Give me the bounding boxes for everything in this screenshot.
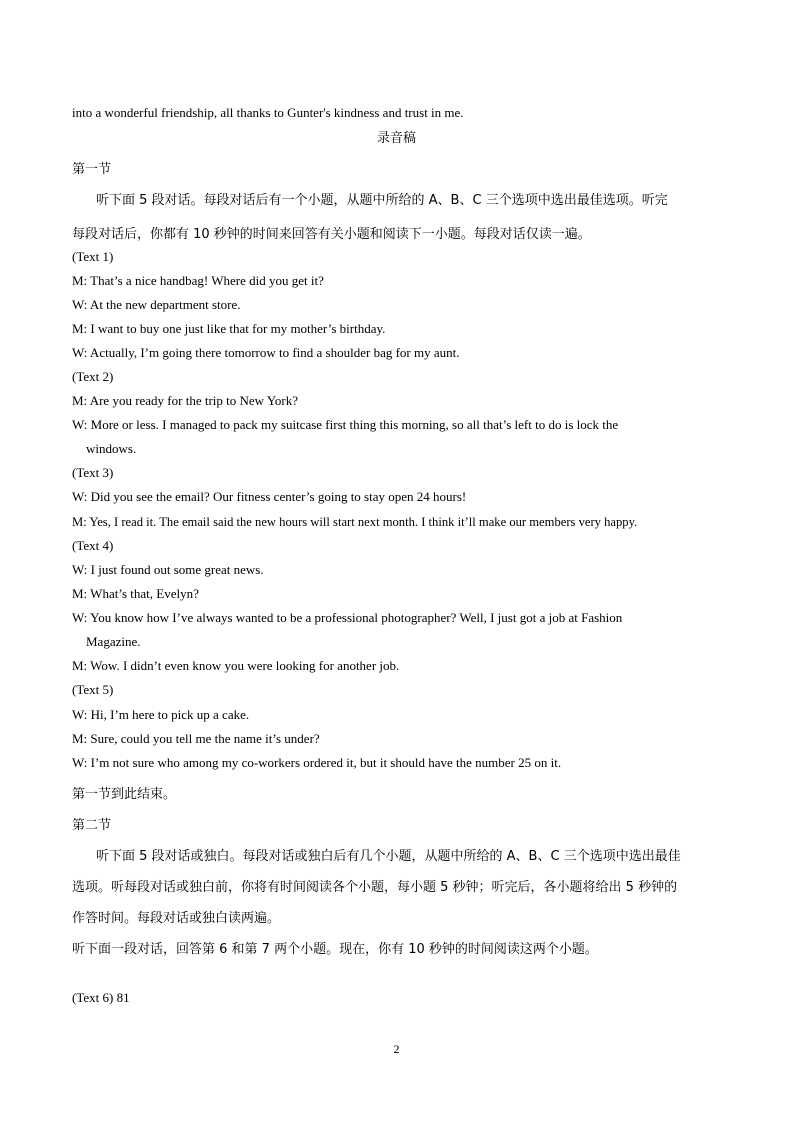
text2-label: (Text 2): [72, 369, 114, 384]
text3-line: M: Yes, I read it. The email said the new hours will start next month. I think it’ll make our members very happy.: [72, 515, 638, 529]
text4-line: Magazine.: [86, 634, 141, 649]
text1-line: M: That’s a nice handbag! Where did you get it?: [72, 273, 324, 288]
text4-line: M: What’s that, Evelyn?: [72, 586, 199, 601]
page-title: 录音稿: [376, 131, 416, 146]
page-number: 2: [393, 1042, 400, 1056]
text2-line: M: Are you ready for the trip to New York?: [72, 393, 299, 408]
text3-label: (Text 3): [72, 465, 114, 480]
text4-line: W: I just found out some great news.: [72, 562, 264, 577]
section1-instructions-line1: 听下面 5 段对话。每段对话后有一个小题，从题中所给的 A、B、C 三个选项中选出最佳选项。听完: [96, 193, 668, 208]
section1-end-note: 第一节到此结束。: [72, 787, 177, 802]
text5-line: W: Hi, I’m here to pick up a cake.: [72, 707, 250, 722]
text6-label: (Text 6) 81: [72, 990, 130, 1005]
text1-label: (Text 1): [72, 249, 114, 264]
section2-instructions-line3: 作答时间。每段对话或独白读两遍。: [72, 911, 281, 926]
text2-line: W: More or less. I managed to pack my suitcase first thing this morning, so all that’s left to do is lock the: [72, 417, 619, 432]
text4-line: M: Wow. I didn’t even know you were looking for another job.: [72, 658, 400, 673]
text1-line: W: Actually, I’m going there tomorrow to find a shoulder bag for my aunt.: [72, 345, 460, 360]
opening-line: into a wonderful friendship, all thanks to Gunter's kindness and trust in me.: [72, 105, 464, 120]
section2-heading: 第二节: [72, 818, 112, 833]
section1-instructions-line2: 每段对话后，你都有 10 秒钟的时间来回答有关小题和阅读下一小题。每段对话仅读一遍。: [72, 227, 591, 242]
section1-heading: 第一节: [72, 162, 112, 177]
text1-line: W: At the new department store.: [72, 297, 241, 312]
section2-prompt: 听下面一段对话，回答第 6 和第 7 两个小题。现在，你有 10 秒钟的时间阅读这两个小题。: [72, 942, 598, 957]
section2-instructions-line1: 听下面 5 段对话或独白。每段对话或独白后有几个小题，从题中所给的 A、B、C 三个选项中选出最佳: [96, 849, 681, 864]
text4-line: W: You know how I’ve always wanted to be a professional photographer? Well, I just got a job at Fashion: [72, 610, 623, 625]
text4-label: (Text 4): [72, 538, 114, 553]
section2-instructions-line2: 选项。听每段对话或独白前，你将有时间阅读各个小题，每小题 5 秒钟；听完后，各小题将给出 5 秒钟的: [72, 880, 678, 895]
text5-line: M: Sure, could you tell me the name it’s under?: [72, 731, 320, 746]
text5-line: W: I’m not sure who among my co-workers ordered it, but it should have the number 25 on it.: [72, 755, 562, 770]
text1-line: M: I want to buy one just like that for my mother’s birthday.: [72, 321, 386, 336]
text5-label: (Text 5): [72, 682, 114, 697]
text2-line: windows.: [86, 441, 137, 456]
text3-line: W: Did you see the email? Our fitness center’s going to stay open 24 hours!: [72, 489, 467, 504]
